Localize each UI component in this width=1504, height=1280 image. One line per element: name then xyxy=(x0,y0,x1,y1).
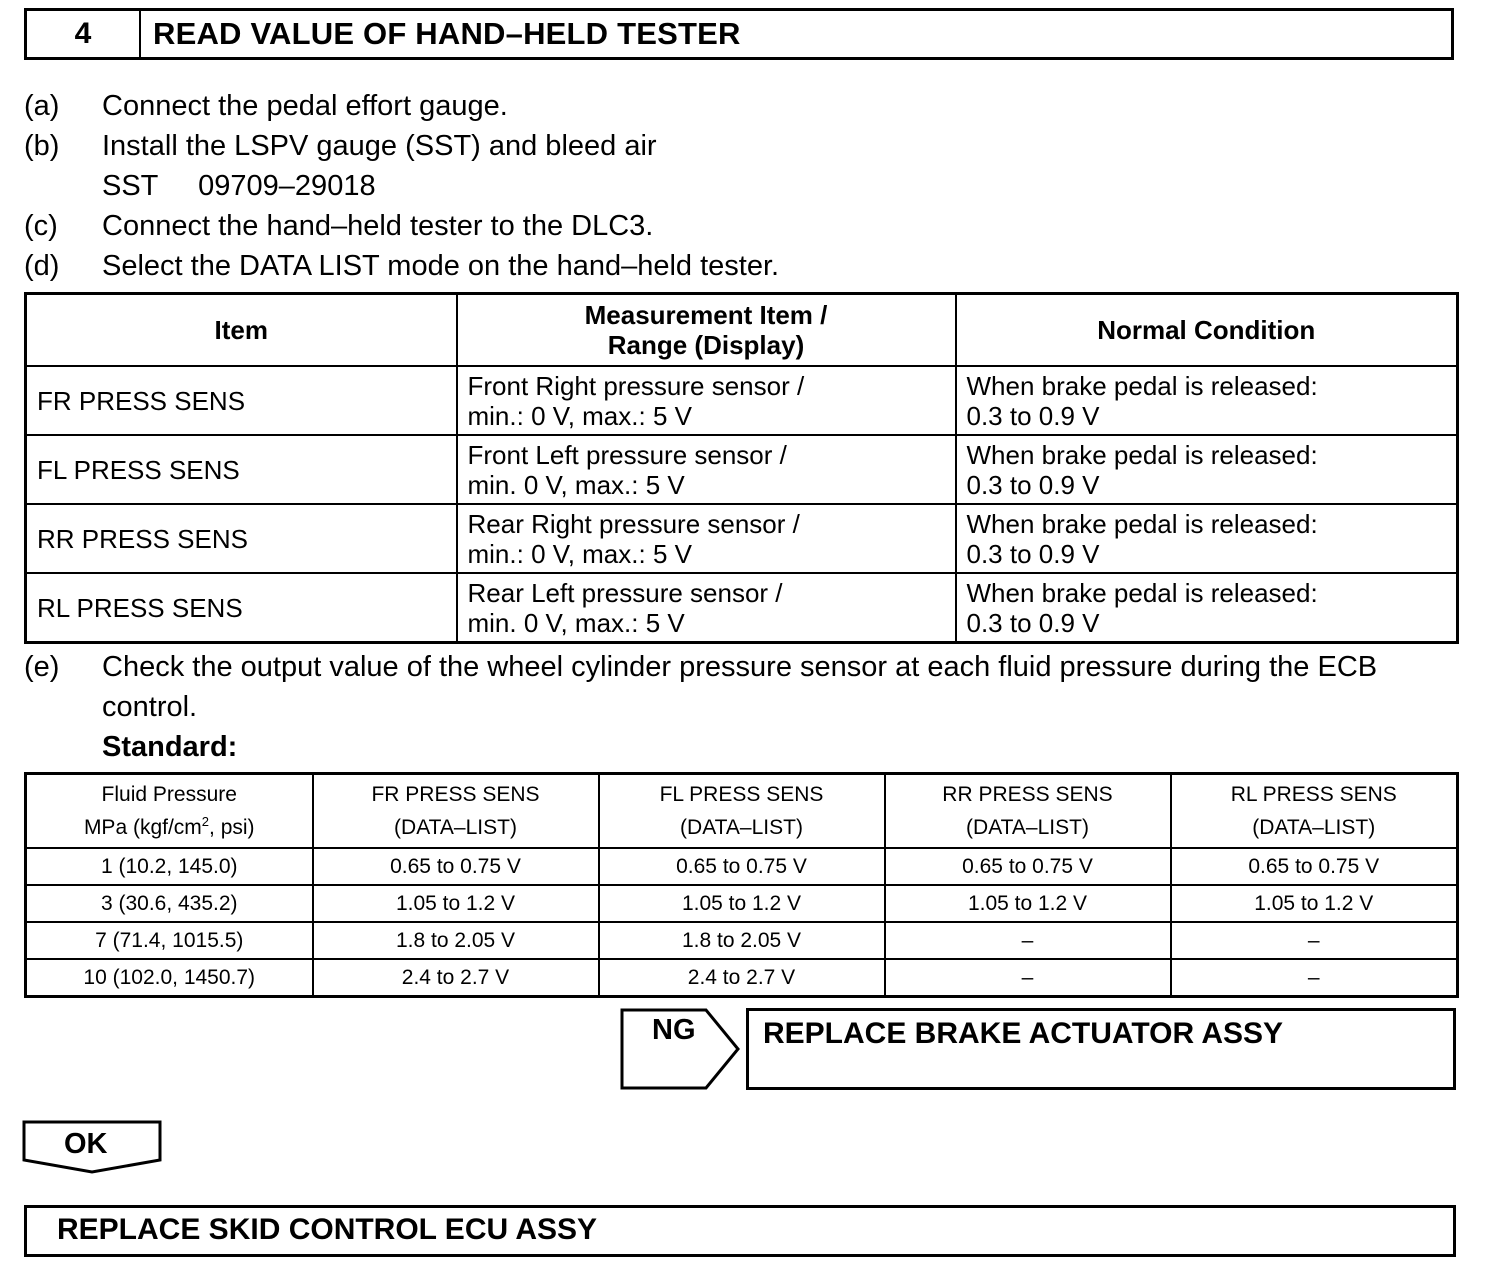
instruction-marker: (e) xyxy=(24,651,60,683)
instruction-marker: (d) xyxy=(24,250,60,282)
table-cell: 2.4 to 2.7 V xyxy=(313,959,599,997)
condition-cell: When brake pedal is released: 0.3 to 0.9 V xyxy=(956,573,1458,643)
standard-label: Standard: xyxy=(102,731,238,763)
table-cell: 0.65 to 0.75 V xyxy=(599,848,885,885)
measurement-cell: Rear Right pressure sensor / min.: 0 V, max.: 5 V xyxy=(457,504,956,573)
ok-label: OK xyxy=(64,1128,108,1160)
table-cell: 1.8 to 2.05 V xyxy=(313,922,599,959)
column-header-fluid-pressure: Fluid Pressure MPa ($kgf/cm^2$, psi) xyxy=(26,774,313,849)
column-header-rr-press-sens: RR PRESS SENS (DATA–LIST) xyxy=(885,774,1171,849)
table-cell: 10 (102.0, 1450.7) xyxy=(26,959,313,997)
table-row xyxy=(26,366,1458,435)
instruction-b xyxy=(0,126,1504,166)
table-cell: 1.8 to 2.05 V xyxy=(599,922,885,959)
table-cell: – xyxy=(885,922,1171,959)
ok-result-box: REPLACE SKID CONTROL ECU ASSY xyxy=(24,1205,1456,1257)
instruction-a xyxy=(0,86,1504,126)
step-title: READ VALUE OF HAND–HELD TESTER xyxy=(153,16,741,51)
measurement-cell: Front Right pressure sensor / min.: 0 V, max.: 5 V xyxy=(457,366,956,435)
table-cell: 0.65 to 0.75 V xyxy=(1171,848,1458,885)
instruction-d xyxy=(0,246,1504,286)
measurement-cell: Front Left pressure sensor / min. 0 V, max.: 5 V xyxy=(457,435,956,504)
table-row xyxy=(26,959,1458,997)
measurement-cell: Rear Left pressure sensor / min. 0 V, max.: 5 V xyxy=(457,573,956,643)
condition-cell: When brake pedal is released: 0.3 to 0.9 V xyxy=(956,504,1458,573)
instruction-text: Install the LSPV gauge (SST) and bleed air xyxy=(102,130,657,162)
ng-result-box: REPLACE BRAKE ACTUATOR ASSY xyxy=(746,1008,1456,1090)
column-header-item: Item xyxy=(26,294,457,367)
step-header xyxy=(24,8,1454,60)
instruction-text: Check the output value of the wheel cylinder pressure sensor at each fluid pressure during the ECB xyxy=(102,651,1378,683)
item-cell: RL PRESS SENS xyxy=(26,573,457,643)
table-cell: 0.65 to 0.75 V xyxy=(313,848,599,885)
table-cell: 1.05 to 1.2 V xyxy=(1171,885,1458,922)
item-cell: RR PRESS SENS xyxy=(26,504,457,573)
column-header-fl-press-sens: FL PRESS SENS (DATA–LIST) xyxy=(599,774,885,849)
instruction-marker: (a) xyxy=(24,90,60,122)
step-number: 4 xyxy=(27,11,141,57)
table-cell: – xyxy=(1171,922,1458,959)
instruction-e xyxy=(0,647,1504,687)
table-row xyxy=(26,848,1458,885)
table-row xyxy=(26,504,1458,573)
column-header-measurement: Measurement Item / Range (Display) xyxy=(457,294,956,367)
instruction-sst xyxy=(0,166,1504,206)
table-cell: 2.4 to 2.7 V xyxy=(599,959,885,997)
instruction-text: Connect the pedal effort gauge. xyxy=(102,90,508,122)
data-list-table xyxy=(24,292,1459,644)
table-cell: 3 (30.6, 435.2) xyxy=(26,885,313,922)
table-cell: 0.65 to 0.75 V xyxy=(885,848,1171,885)
table-header-row xyxy=(26,294,1458,367)
item-cell: FR PRESS SENS xyxy=(26,366,457,435)
instruction-text: control. xyxy=(102,691,198,723)
condition-cell: When brake pedal is released: 0.3 to 0.9 V xyxy=(956,435,1458,504)
instruction-text: SST 09709–29018 xyxy=(102,170,376,202)
condition-cell: When brake pedal is released: 0.3 to 0.9 V xyxy=(956,366,1458,435)
instruction-text: Select the DATA LIST mode on the hand–held tester. xyxy=(102,250,780,282)
standard-table xyxy=(24,772,1459,998)
item-cell: FL PRESS SENS xyxy=(26,435,457,504)
table-cell: – xyxy=(1171,959,1458,997)
table-cell: 7 (71.4, 1015.5) xyxy=(26,922,313,959)
table-row xyxy=(26,885,1458,922)
column-header-fr-press-sens: FR PRESS SENS (DATA–LIST) xyxy=(313,774,599,849)
table-row xyxy=(26,435,1458,504)
ng-label: NG xyxy=(652,1014,696,1046)
instruction-c xyxy=(0,206,1504,246)
table-cell: 1 (10.2, 145.0) xyxy=(26,848,313,885)
table-cell: 1.05 to 1.2 V xyxy=(885,885,1171,922)
instruction-marker: (c) xyxy=(24,210,58,242)
table-cell: – xyxy=(885,959,1171,997)
instruction-text: Connect the hand–held tester to the DLC3. xyxy=(102,210,654,242)
column-header-normal-condition: Normal Condition xyxy=(956,294,1458,367)
table-cell: 1.05 to 1.2 V xyxy=(599,885,885,922)
table-row xyxy=(26,573,1458,643)
table-row xyxy=(26,922,1458,959)
table-cell: 1.05 to 1.2 V xyxy=(313,885,599,922)
instruction-marker: (b) xyxy=(24,130,60,162)
column-header-rl-press-sens: RL PRESS SENS (DATA–LIST) xyxy=(1171,774,1458,849)
instruction-e-continued xyxy=(0,687,1504,727)
table-header-row xyxy=(26,774,1458,849)
